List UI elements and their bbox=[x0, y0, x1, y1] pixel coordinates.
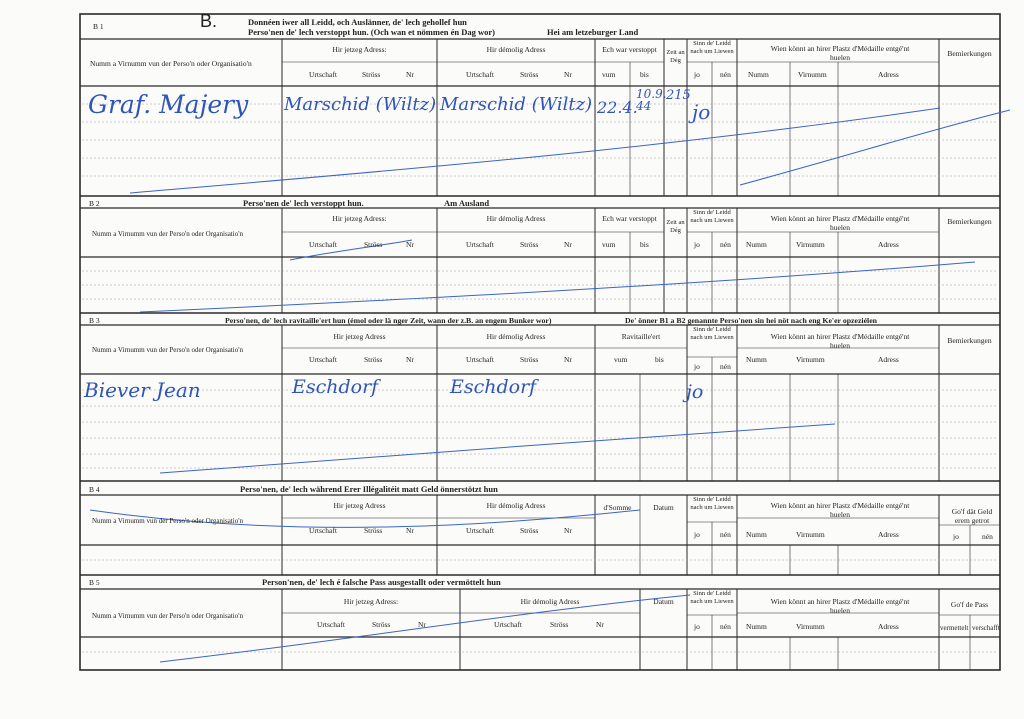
b5-sub-given: vermettelt bbox=[940, 624, 969, 632]
header-line-1: Donnéen iwer all Leidd, och Auslänner, de' lech gehollef hun bbox=[248, 17, 467, 27]
b3-col-current: Hir jetzeg Adress bbox=[333, 332, 386, 341]
b1-col-suffering: Sinn de' Leidd nach um Liewen bbox=[690, 40, 734, 55]
b1-sub-town: Urtschaft bbox=[309, 70, 337, 79]
b2-sub-yes: jo bbox=[694, 240, 700, 249]
b1-entry-former: Marschid (Wiltz) bbox=[440, 94, 593, 115]
b3-col-name: Numm a Virnumm vun der Perso'n oder Organisatio'n bbox=[92, 346, 243, 354]
header-line-2-right: Hei am letzeburger Land bbox=[547, 27, 639, 37]
ink-strokes bbox=[90, 108, 1010, 662]
b1-sub-street: Ströss bbox=[362, 70, 381, 79]
b1-sub-nr-2: Nr bbox=[564, 70, 572, 79]
section-id-b4: B 4 bbox=[89, 485, 100, 494]
b5-sub-street-2: Ströss bbox=[550, 620, 569, 629]
b3-col-medal: Wien könnt an hirer Plastz d'Médaille entgé'nt huelen bbox=[770, 332, 910, 350]
b2-col-remarks: Bemierkungen bbox=[947, 217, 992, 226]
b3-sub-town: Urtschaft bbox=[309, 355, 337, 364]
b5-col-pass: Go'f de Pass bbox=[950, 600, 989, 609]
b4-col-current: Hir jetzeg Adress bbox=[333, 501, 386, 510]
b1-sub-yes: jo bbox=[694, 70, 700, 79]
b2-sub-town-2: Urtschaft bbox=[466, 240, 494, 249]
b2-sub-name: Numm bbox=[746, 240, 767, 249]
b3-sub-address: Adress bbox=[878, 355, 899, 364]
b1-col-current: Hir jetzeg Adress: bbox=[332, 45, 387, 54]
b5-sub-nr-2: Nr bbox=[596, 620, 604, 629]
b4-col-suffering: Sinn de' Leidd nach um Liewen bbox=[690, 496, 734, 511]
b1-sub-from: vum bbox=[602, 70, 616, 79]
b3-sub-nr-2: Nr bbox=[564, 355, 572, 364]
b3-sub-nr: Nr bbox=[406, 355, 414, 364]
form-letter: B. bbox=[200, 11, 218, 31]
b5-col-current: Hir jetzeg Adress: bbox=[343, 597, 399, 606]
b1-col-remarks: Bemierkungen bbox=[947, 49, 992, 58]
b3-col-former: Hir démolig Adress bbox=[486, 332, 546, 341]
b3-entry-former: Eschdorf bbox=[450, 376, 537, 398]
b5-sub-town: Urtschaft bbox=[317, 620, 345, 629]
b5-sub-nr: Nr bbox=[418, 620, 426, 629]
b5-sub-no: nén bbox=[720, 622, 731, 631]
b2-sub-town: Urtschaft bbox=[309, 240, 337, 249]
b3-sub-town-2: Urtschaft bbox=[466, 355, 494, 364]
b2-col-current: Hir jetzeg Adress: bbox=[332, 214, 387, 223]
b3-sub-yes: jo bbox=[694, 362, 700, 371]
b5-sub-issued: verschafft bbox=[972, 624, 1000, 632]
b1-entry-from: 22.4. bbox=[597, 98, 638, 117]
b1-sub-town-2: Urtschaft bbox=[466, 70, 494, 79]
b5-sub-firstname: Virnumm bbox=[796, 622, 825, 631]
b5-sub-yes: jo bbox=[694, 622, 700, 631]
b3-sub-name: Numm bbox=[746, 355, 767, 364]
section-id-b5: B 5 bbox=[89, 578, 100, 587]
b2-sub-firstname: Virnumm bbox=[796, 240, 825, 249]
b2-col-medal: Wien könnt an hirer Plastz d'Médaille entgé'nt huelen bbox=[770, 214, 910, 232]
section-id-b3: B 3 bbox=[89, 316, 100, 325]
b3-sub-from: vum bbox=[614, 355, 628, 364]
b4-sub-town-2: Urtschaft bbox=[466, 526, 494, 535]
b2-col-hidden: Ech war verstoppt bbox=[602, 214, 657, 223]
b1-sub-firstname: Virnumm bbox=[798, 70, 827, 79]
b1-col-time: Zeit an Dég bbox=[666, 49, 685, 64]
b1-sub-street-2: Ströss bbox=[520, 70, 539, 79]
b4-col-former: Hir démolig Adress bbox=[486, 501, 546, 510]
b3-entry-current: Eschdorf bbox=[292, 376, 379, 398]
b4-col-medal: Wien könnt an hirer Plastz d'Médaille entgé'nt huelen bbox=[770, 501, 910, 519]
b1-sub-name: Numm bbox=[748, 70, 769, 79]
b2-sub-to: bis bbox=[640, 240, 649, 249]
b3-col-remarks: Bemierkungen bbox=[947, 336, 992, 345]
b1-sub-no: nén bbox=[720, 70, 731, 79]
b3-sub-to: bis bbox=[655, 355, 664, 364]
b1-sub-to: bis bbox=[640, 70, 649, 79]
b5-col-medal: Wien könnt an hirer Plastz d'Médaille entgé'nt huelen bbox=[770, 597, 910, 615]
b4-sub-street-2: Ströss bbox=[520, 526, 539, 535]
b2-col-former: Hir démolig Adress bbox=[486, 214, 546, 223]
b4-money-yes: jo bbox=[953, 532, 959, 541]
b4-sub-street: Ströss bbox=[364, 526, 383, 535]
b4-col-sum: d'Somme bbox=[603, 503, 632, 512]
b4-title: Perso'nen, de' lech während Erer Illégalitéit matt Geld önnerstötzt hun bbox=[240, 484, 498, 494]
b3-col-suffering: Sinn de' Leidd nach um Liewen bbox=[690, 326, 734, 341]
b4-sub-town: Urtschaft bbox=[309, 526, 337, 535]
b2-sub-address: Adress bbox=[878, 240, 899, 249]
b3-sub-street-2: Ströss bbox=[520, 355, 539, 364]
b4-sub-address: Adress bbox=[878, 530, 899, 539]
b2-col-time: Zeit an Dég bbox=[666, 219, 685, 234]
b2-sub-from: vum bbox=[602, 240, 616, 249]
b1-sub-nr: Nr bbox=[406, 70, 414, 79]
header-line-2: Perso'nen de' lech verstoppt hun. (Och wan et nömmen én Dag wor) bbox=[248, 27, 495, 37]
b5-title: Person'nen, de' lech é falsche Pass ausgestallt oder vermöttelt hun bbox=[262, 577, 501, 587]
b3-sub-street: Ströss bbox=[364, 355, 383, 364]
b2-col-suffering: Sinn de' Leidd nach um Liewen bbox=[690, 209, 734, 224]
b2-col-name: Numm a Virnumm vun der Perso'n oder Organisatio'n bbox=[92, 230, 243, 238]
b2-title: Perso'nen de' lech verstoppt hun. bbox=[243, 198, 364, 208]
b4-sub-nr: Nr bbox=[406, 526, 414, 535]
b2-sub-nr: Nr bbox=[406, 240, 414, 249]
b4-sub-no: nén bbox=[720, 530, 731, 539]
b4-money-no: nén bbox=[982, 532, 993, 541]
b3-sub-firstname: Virnumm bbox=[796, 355, 825, 364]
b5-sub-town-2: Urtschaft bbox=[494, 620, 522, 629]
b5-sub-address: Adress bbox=[878, 622, 899, 631]
b3-col-supplied: Ravitaille'ert bbox=[621, 332, 661, 341]
b5-col-suffering: Sinn de' Leidd nach um Liewen bbox=[690, 590, 734, 605]
b2-title-right: Am Ausland bbox=[444, 198, 490, 208]
b3-entry-alive: jo bbox=[686, 381, 704, 403]
b5-col-date: Datum bbox=[653, 597, 674, 606]
b1-entry-alive: jo bbox=[692, 100, 711, 124]
b3-sub-no: nén bbox=[720, 362, 731, 371]
b3-title-right: De' önner B1 a B2 genannte Perso'nen sin hei nöt nach eng Ke'er opzeziélen bbox=[625, 316, 878, 325]
b5-col-former: Hir démolig Adress bbox=[520, 597, 580, 606]
b1-col-hidden: Ech war verstoppt bbox=[602, 45, 657, 54]
section-id-b2: B 2 bbox=[89, 199, 100, 208]
b5-sub-name: Numm bbox=[746, 622, 767, 631]
b4-col-name: Numm a Virnumm vun der Perso'n oder Organisatio'n bbox=[92, 517, 243, 525]
b1-sub-address: Adress bbox=[878, 70, 899, 79]
b1-entry-to: 10.9. 44 bbox=[636, 87, 667, 113]
b4-col-date: Datum bbox=[653, 503, 674, 512]
b1-col-former: Hir démolig Adress bbox=[486, 45, 546, 54]
b2-sub-street-2: Ströss bbox=[520, 240, 539, 249]
b4-sub-firstname: Virnumm bbox=[796, 530, 825, 539]
b1-entry-days: 215 bbox=[666, 88, 691, 103]
b1-entry-current: Marschid (Wiltz) bbox=[284, 94, 437, 115]
b3-entry-name: Biever Jean bbox=[84, 378, 201, 402]
b1-col-name: Numm a Virnumm vun der Perso'n oder Organisatio'n bbox=[90, 59, 252, 68]
b4-sub-nr-2: Nr bbox=[564, 526, 572, 535]
b3-title: Perso'nen, de' lech ravitaille'ert hun (émol oder lä nger Zeit, wann der z.B. an engem Bunker wor) bbox=[225, 316, 552, 325]
b4-sub-yes: jo bbox=[694, 530, 700, 539]
b2-sub-street: Ströss bbox=[364, 240, 383, 249]
b5-col-name: Numm a Virnumm vun der Perso'n oder Organisatio'n bbox=[92, 612, 243, 620]
b5-sub-street: Ströss bbox=[372, 620, 391, 629]
b4-sub-name: Numm bbox=[746, 530, 767, 539]
b2-sub-nr-2: Nr bbox=[564, 240, 572, 249]
b1-entry-name: Graf. Majery bbox=[88, 90, 249, 119]
b1-col-medal: Wien könnt an hirer Plastz d'Médaille entgé'nt huelen bbox=[770, 44, 910, 62]
b2-sub-no: nén bbox=[720, 240, 731, 249]
b4-col-money: Go'f dät Geld erem getrot bbox=[951, 507, 993, 525]
section-id-b1: B 1 bbox=[93, 22, 104, 31]
